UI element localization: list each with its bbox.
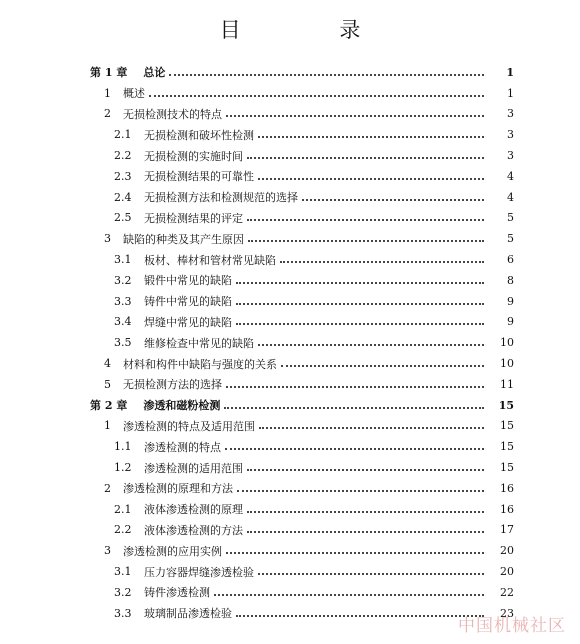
- toc-entry-number: 1.2: [114, 461, 132, 475]
- toc-entry-page: 20: [500, 544, 514, 558]
- dot-leader: [258, 135, 484, 138]
- dot-leader: [258, 572, 484, 575]
- toc-entry-title: 材料和构件中缺陷与强度的关系: [123, 357, 277, 371]
- toc-entry-page: 10: [500, 357, 514, 371]
- toc-entry[interactable]: [0, 187, 580, 208]
- toc-entry-page: 8: [507, 273, 514, 287]
- toc-entry-title: 铸件中常见的缺陷: [144, 295, 232, 309]
- toc-entry-page: 9: [507, 315, 514, 329]
- toc-entry-title: 焊缝中常见的缺陷: [144, 315, 232, 329]
- toc-entry-page: 16: [500, 481, 514, 495]
- dot-leader: [258, 343, 484, 346]
- dot-leader: [302, 198, 484, 201]
- toc-entry[interactable]: [0, 104, 580, 125]
- dot-leader: [259, 426, 484, 429]
- toc-entry-number: 1: [104, 419, 111, 433]
- toc-entry-number: 2: [104, 481, 111, 495]
- toc-entry-title: 渗透和磁粉检测: [143, 399, 221, 413]
- toc-entry-title: 锻件中常见的缺陷: [144, 274, 232, 288]
- page-title: 目 录: [219, 18, 407, 42]
- toc-entry-number: 2.1: [114, 502, 132, 516]
- dot-leader: [247, 156, 484, 159]
- toc-entry[interactable]: [0, 208, 580, 229]
- toc-entry[interactable]: [0, 83, 580, 104]
- toc-entry-page: 15: [500, 419, 514, 433]
- toc-entry-page: 15: [498, 398, 514, 412]
- toc-entry-title: 液体渗透检测的方法: [144, 523, 243, 537]
- toc-entry-title: 无损检测技术的特点: [123, 107, 222, 121]
- toc-entry[interactable]: [0, 540, 580, 561]
- toc-entry-title: 缺陷的种类及其产生原因: [123, 232, 244, 246]
- toc-entry-number: 3.2: [114, 585, 132, 599]
- toc-entry-page: 1: [506, 65, 514, 79]
- toc-entry[interactable]: [0, 395, 580, 416]
- toc-entry-number: 2.3: [114, 169, 132, 183]
- toc-entry-page: 5: [507, 211, 514, 225]
- toc-entry-title: 总论: [143, 66, 166, 80]
- toc-entry-page: 22: [500, 585, 514, 599]
- toc-entry[interactable]: [0, 62, 580, 83]
- toc-entry-number: 2.2: [114, 523, 132, 537]
- toc-entry-number: 1.1: [114, 440, 132, 454]
- toc-entry-title: 渗透检测的适用范围: [144, 461, 243, 475]
- toc-entry-number: 3.1: [114, 565, 132, 579]
- dot-leader: [248, 239, 484, 242]
- dot-leader: [226, 551, 484, 554]
- toc-entry-page: 6: [507, 253, 514, 267]
- toc-entry-title: 渗透检测的应用实例: [123, 544, 222, 558]
- toc-entry-page: 23: [500, 606, 514, 620]
- toc-entry-page: 3: [507, 107, 514, 121]
- toc-entry[interactable]: [0, 166, 580, 187]
- toc-entry-page: 1: [507, 86, 514, 100]
- toc-entry[interactable]: [0, 249, 580, 270]
- toc-entry-title: 液体渗透检测的原理: [144, 503, 243, 517]
- toc-entry[interactable]: [0, 457, 580, 478]
- toc-entry-title: 铸件渗透检测: [144, 586, 210, 600]
- toc-entry-title: 概述: [123, 87, 145, 101]
- dot-leader: [225, 447, 484, 450]
- toc-entry-title: 无损检测的实施时间: [144, 149, 243, 163]
- dot-leader: [149, 94, 484, 97]
- toc-entry-number: 5: [104, 377, 111, 391]
- dot-leader: [226, 114, 484, 117]
- toc-entry-title: 压力容器焊缝渗透检验: [144, 565, 254, 579]
- toc-entry-page: 15: [500, 440, 514, 454]
- toc-entry-number: 2: [104, 107, 111, 121]
- toc-entry-number: 1: [104, 86, 111, 100]
- toc-entry-number: 3: [104, 232, 111, 246]
- toc-entry[interactable]: [0, 312, 580, 333]
- toc-entry-page: 9: [507, 294, 514, 308]
- toc-entry-number: 3.5: [114, 336, 132, 350]
- toc-entry-page: 5: [507, 232, 514, 246]
- toc-entry-number: 3.3: [114, 606, 132, 620]
- dot-leader: [236, 302, 484, 305]
- toc-entry-title: 无损检测方法和检测规范的选择: [144, 191, 298, 205]
- toc-entry[interactable]: [0, 353, 580, 374]
- toc-entry[interactable]: [0, 499, 580, 520]
- dot-leader: [236, 281, 484, 284]
- toc-entry-title: 无损检测方法的选择: [123, 378, 222, 392]
- toc-entry[interactable]: [0, 520, 580, 541]
- toc-entry-number: 第 2 章: [90, 399, 128, 413]
- toc-entry-number: 2.5: [114, 211, 132, 225]
- toc-entry-number: 4: [104, 357, 111, 371]
- dot-leader: [226, 385, 484, 388]
- toc-entry-title: 无损检测和破坏性检测: [144, 128, 254, 142]
- toc-entry[interactable]: [0, 270, 580, 291]
- toc-entry-title: 板材、棒材和管材常见缺陷: [144, 253, 276, 267]
- toc-entry-title: 渗透检测的原理和方法: [123, 482, 233, 496]
- toc-entry-page: 10: [500, 336, 514, 350]
- toc-entry-title: 维修检查中常见的缺陷: [144, 336, 254, 350]
- toc-entry-number: 第 1 章: [90, 66, 128, 80]
- toc-entry-title: 无损检测结果的评定: [144, 211, 243, 225]
- dot-leader: [224, 406, 484, 409]
- toc-entry[interactable]: [0, 374, 580, 395]
- watermark: 中国机械社区: [458, 616, 566, 636]
- toc-entry-page: 4: [507, 169, 514, 183]
- toc-entry-number: 2.1: [114, 128, 132, 142]
- dot-leader: [236, 614, 484, 617]
- toc-entry-page: 17: [500, 523, 514, 537]
- toc-entry-page: 3: [507, 128, 514, 142]
- dot-leader: [247, 510, 484, 513]
- dot-leader: [247, 218, 484, 221]
- dot-leader: [237, 489, 484, 492]
- table-of-contents: [0, 62, 580, 624]
- dot-leader: [280, 260, 484, 263]
- toc-entry[interactable]: [0, 582, 580, 603]
- dot-leader: [247, 468, 484, 471]
- toc-entry[interactable]: [0, 124, 580, 145]
- toc-entry-title: 渗透检测的特点及适用范围: [123, 419, 255, 433]
- toc-entry-title: 无损检测结果的可靠性: [144, 170, 254, 184]
- toc-entry[interactable]: [0, 416, 580, 437]
- dot-leader: [214, 593, 484, 596]
- toc-entry-number: 3.3: [114, 294, 132, 308]
- toc-entry[interactable]: [0, 332, 580, 353]
- toc-entry-number: 3: [104, 544, 111, 558]
- dot-leader: [236, 322, 484, 325]
- dot-leader: [169, 73, 484, 76]
- toc-entry[interactable]: [0, 478, 580, 499]
- toc-entry-page: 3: [507, 149, 514, 163]
- toc-entry[interactable]: [0, 561, 580, 582]
- toc-entry-page: 16: [500, 502, 514, 516]
- toc-entry-title: 渗透检测的特点: [144, 440, 221, 454]
- dot-leader: [258, 177, 484, 180]
- dot-leader: [281, 364, 484, 367]
- toc-entry[interactable]: [0, 145, 580, 166]
- toc-entry-number: 2.2: [114, 149, 132, 163]
- toc-entry-number: 3.2: [114, 273, 132, 287]
- toc-entry-page: 15: [500, 461, 514, 475]
- dot-leader: [247, 530, 484, 533]
- toc-entry[interactable]: [0, 228, 580, 249]
- toc-entry[interactable]: [0, 436, 580, 457]
- toc-entry-number: 3.1: [114, 253, 132, 267]
- toc-entry-page: 4: [507, 190, 514, 204]
- toc-entry-title: 玻璃制品渗透检验: [144, 607, 232, 621]
- toc-entry-page: 20: [500, 565, 514, 579]
- toc-entry-page: 11: [500, 377, 514, 391]
- toc-entry-number: 2.4: [114, 190, 132, 204]
- toc-entry-number: 3.4: [114, 315, 132, 329]
- toc-entry[interactable]: [0, 291, 580, 312]
